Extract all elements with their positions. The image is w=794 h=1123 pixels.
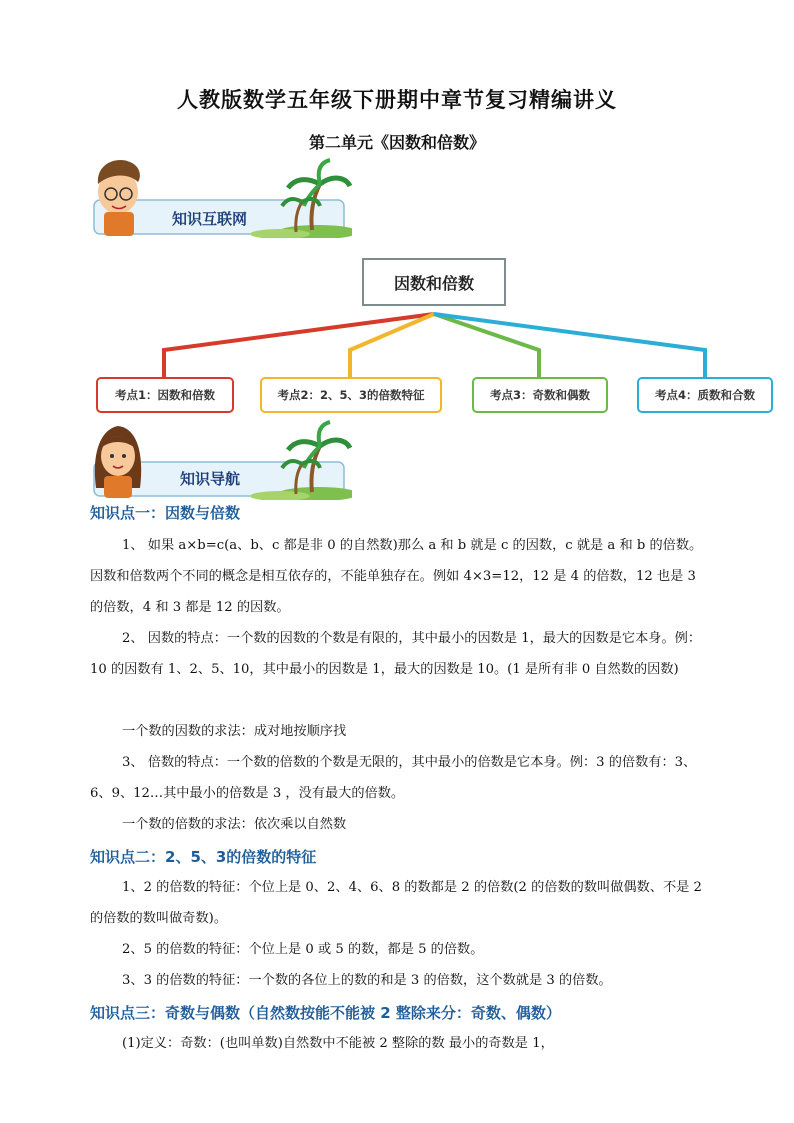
knowledge-network-banner bbox=[90, 156, 352, 238]
section-1-paragraph-1: 1、 如果 a×b=c(a、b、c 都是非 0 的自然数)那么 a 和 b 就是 c 的因数，c 就是 a 和 b 的倍数。因数和倍数两个不同的概念是相互依存的，不能单独存在。例如 4×3=12，12 是 4 的倍数，12 也是 3 的倍数，4 和 3 都是 12 的因数。 bbox=[90, 538, 703, 615]
connector-branch-4 bbox=[434, 314, 705, 377]
section-1-paragraph-5: 一个数的倍数的求法：依次乘以自然数 bbox=[122, 817, 347, 832]
knowledge-navigation-banner bbox=[90, 418, 352, 500]
mind-map-branch-4: 考点4：质数和合数 bbox=[637, 377, 773, 413]
mind-map-branch-2: 考点2：2、5、3的倍数特征 bbox=[260, 377, 442, 413]
document-subtitle: 第二单元《因数和倍数》 bbox=[308, 133, 485, 152]
mind-map bbox=[0, 250, 794, 430]
knowledge-network-label: 知识互联网 bbox=[172, 210, 248, 228]
mind-map-root: 因数和倍数 bbox=[362, 258, 506, 306]
section-1-paragraph-4: 3、 倍数的特点：一个数的倍数的个数是无限的，其中最小的倍数是它本身。例：3 的倍数有：3、6、9、12…其中最小的倍数是 3 ，没有最大的倍数。 bbox=[90, 755, 697, 801]
mind-map-branch-1: 考点1：因数和倍数 bbox=[96, 377, 234, 413]
section-3-paragraph-1: (1)定义：奇数：(也叫单数)自然数中不能被 2 整除的数 最小的奇数是 1， bbox=[122, 1036, 554, 1051]
section-1-paragraph-3: 一个数的因数的求法：成对地按顺序找 bbox=[122, 724, 347, 739]
section-2-paragraph-3: 3、3 的倍数的特征：一个数的各位上的数的和是 3 的倍数，这个数就是 3 的倍数。 bbox=[122, 973, 612, 988]
document-title: 人教版数学五年级下册期中章节复习精编讲义 bbox=[177, 88, 617, 112]
connector-branch-3 bbox=[434, 314, 539, 377]
connector-branch-1 bbox=[164, 314, 434, 377]
knowledge-navigation-label: 知识导航 bbox=[180, 470, 241, 488]
section-heading-1: 知识点一：因数与倍数 bbox=[90, 504, 241, 522]
section-2-paragraph-2: 2、5 的倍数的特征：个位上是 0 或 5 的数，都是 5 的倍数。 bbox=[122, 942, 484, 957]
section-heading-2: 知识点二：2、5、3的倍数的特征 bbox=[90, 848, 317, 866]
section-heading-3: 知识点三：奇数与偶数（自然数按能不能被 2 整除来分：奇数、偶数） bbox=[90, 1004, 561, 1022]
section-2-paragraph-1: 1、2 的倍数的特征：个位上是 0、2、4、6、8 的数都是 2 的倍数(2 的倍数的数叫做偶数、不是 2 的倍数的数叫做奇数)。 bbox=[90, 880, 702, 926]
mind-map-branch-3: 考点3：奇数和偶数 bbox=[472, 377, 608, 413]
section-1-paragraph-2: 2、 因数的特点：一个数的因数的个数是有限的，其中最小的因数是 1，最大的因数是它本身。例：10 的因数有 1、2、5、10，其中最小的因数是 1，最大的因数是 10。(1 是所有非 0 自然数的因数) bbox=[90, 631, 702, 677]
